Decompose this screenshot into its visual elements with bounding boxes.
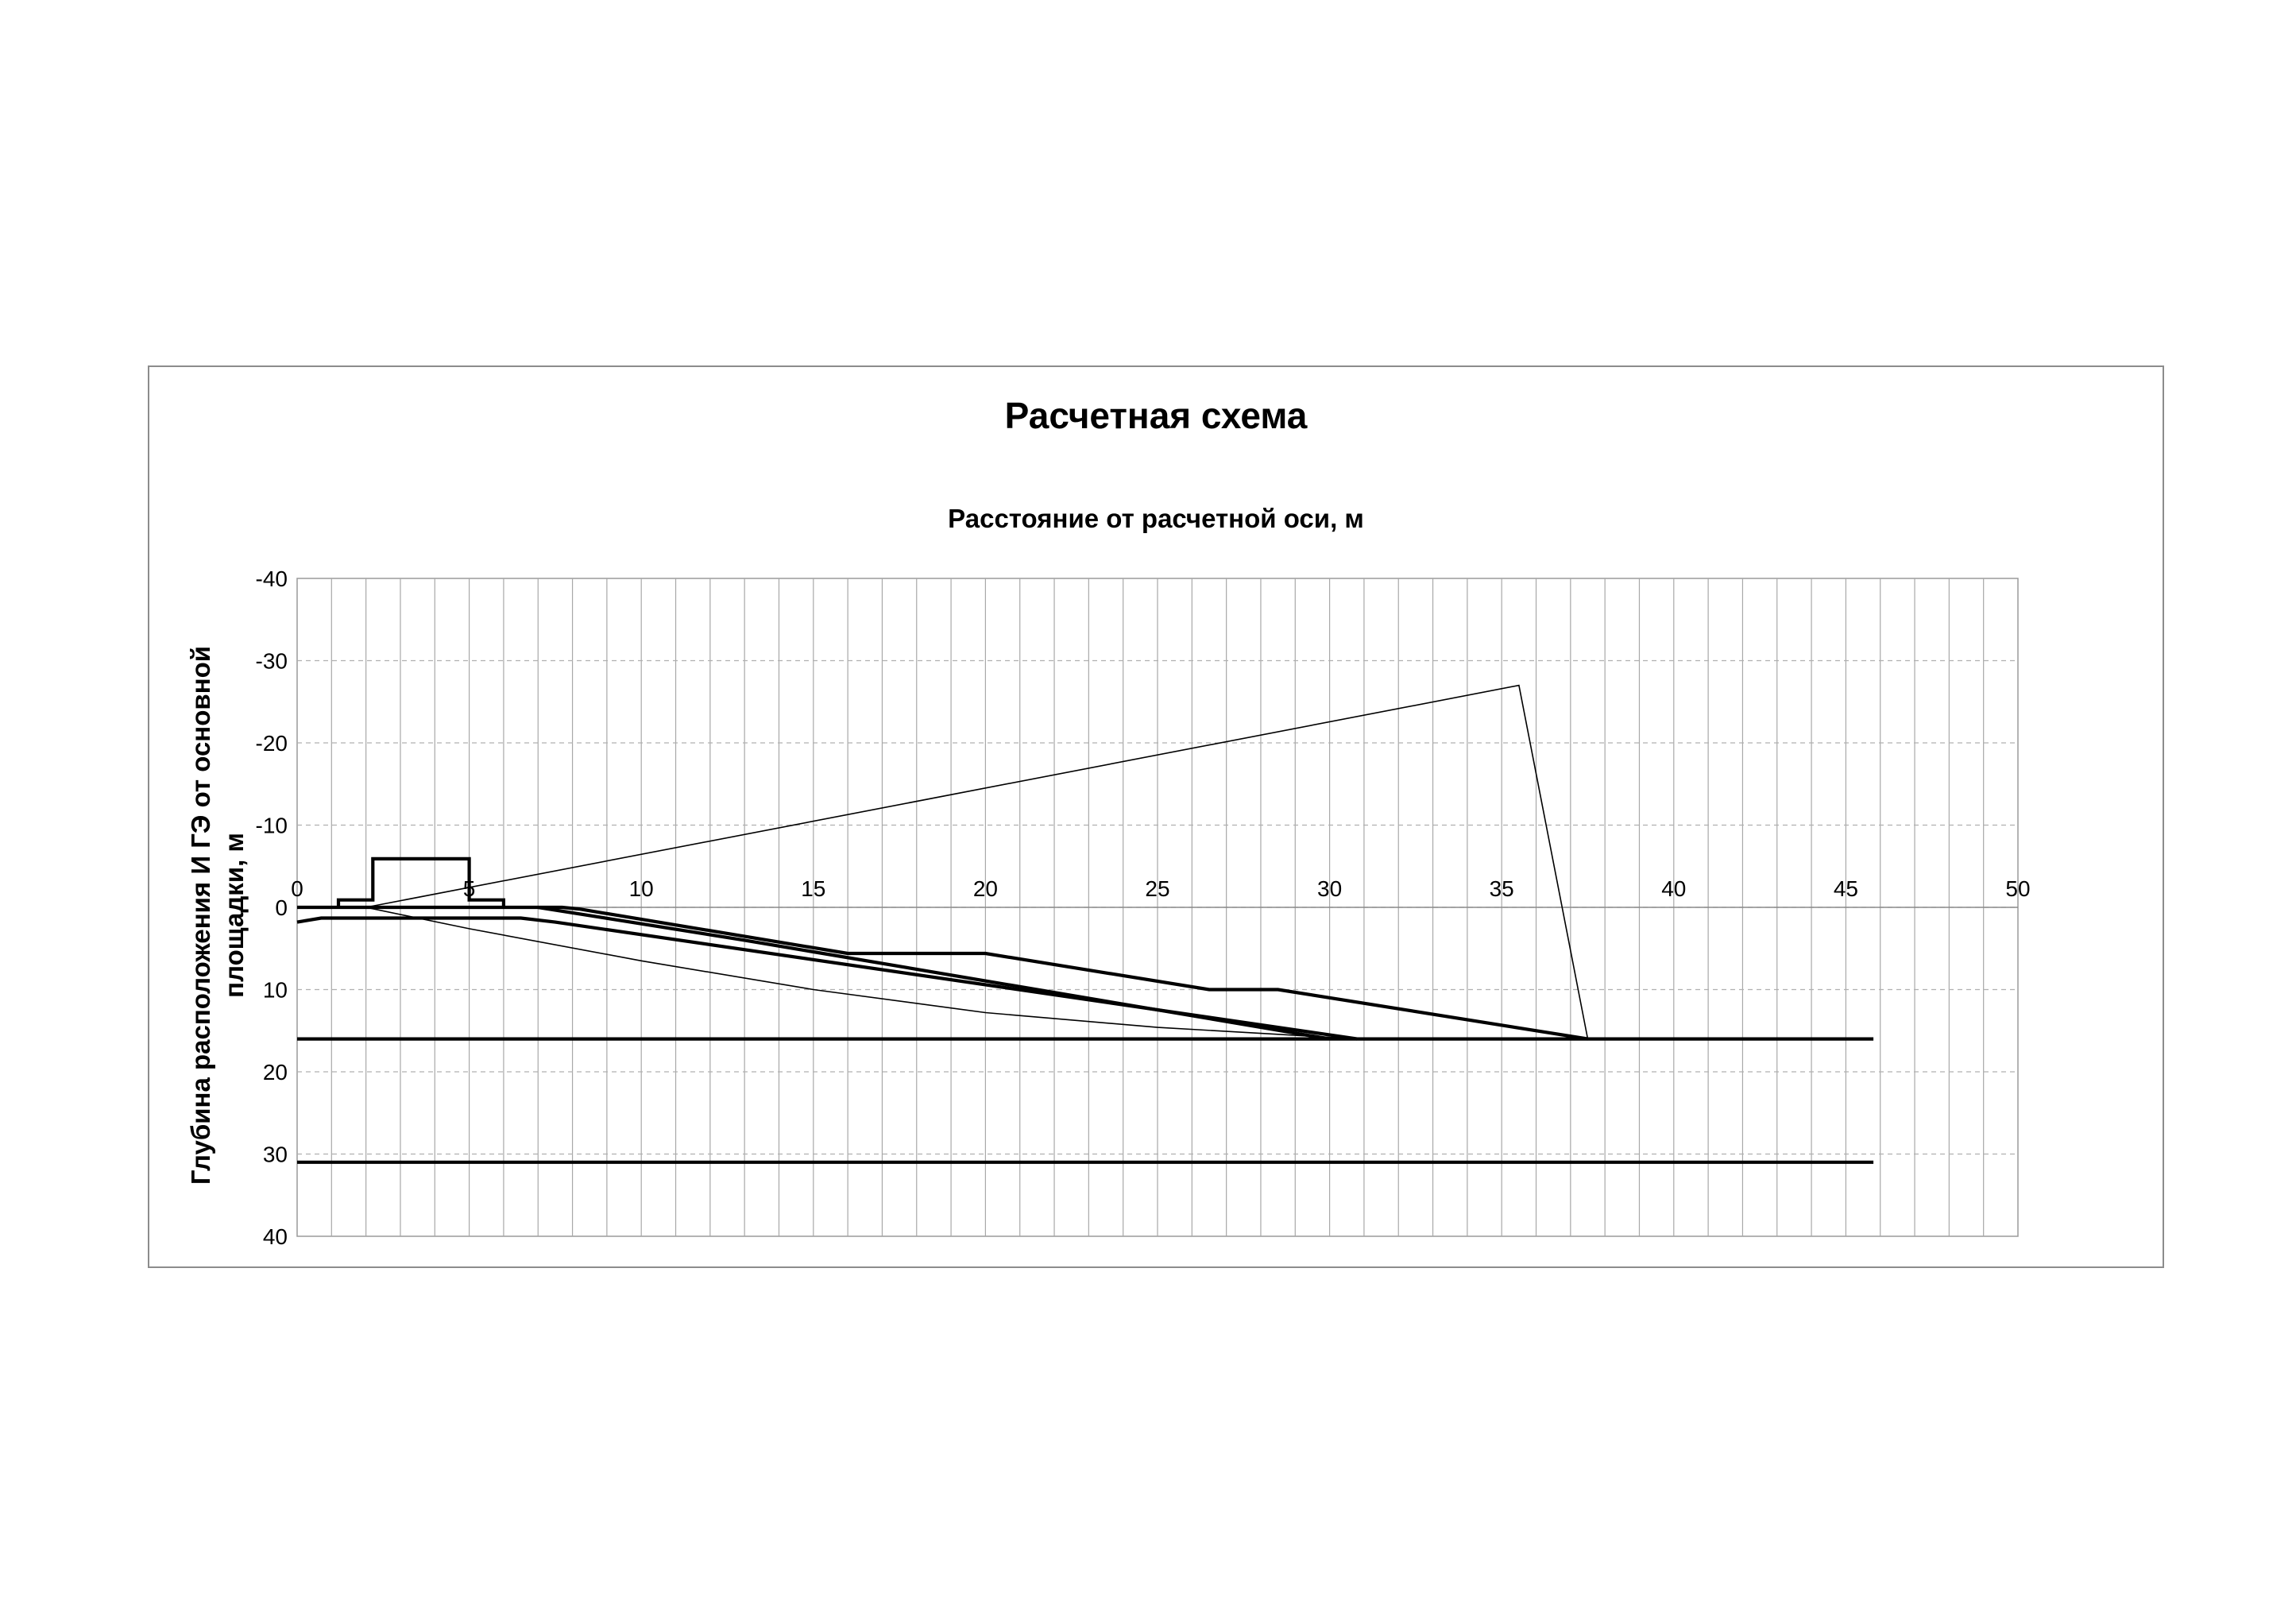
y-tick-label: 0 [275,895,288,920]
y-tick-label: 10 [262,977,288,1003]
x-axis-title: Расстояние от расчетной оси, м [948,504,1364,533]
series-line-5 [297,686,1588,1039]
x-tick-label: 50 [2005,876,2031,901]
series-line-1 [338,859,504,907]
x-tick-label: 25 [1145,876,1170,901]
y-tick-label: -30 [255,648,288,674]
y-tick-label: -20 [255,731,288,756]
y-tick-label: -40 [255,566,288,591]
plot-area [149,367,2163,1266]
series-line-4 [297,918,1357,1039]
x-tick-label: 15 [801,876,826,901]
y-tick-label: 20 [262,1060,288,1085]
chart-frame [148,365,2164,1268]
y-tick-label: 40 [262,1224,288,1249]
chart-title: Расчетная схема [1004,395,1308,436]
x-tick-label: 0 [291,876,303,901]
x-tick-label: 30 [1317,876,1343,901]
x-tick-label: 45 [1833,876,1858,901]
x-tick-label: 10 [628,876,654,901]
x-tick-label: 5 [462,876,476,901]
y-tick-label: -10 [255,813,288,838]
y-tick-label: 30 [262,1142,288,1167]
y-axis-title: Глубина расположения И ГЭ от основной площадки, м [186,645,249,1185]
x-tick-label: 40 [1661,876,1687,901]
x-tick-label: 35 [1489,876,1514,901]
x-tick-label: 20 [972,876,998,901]
